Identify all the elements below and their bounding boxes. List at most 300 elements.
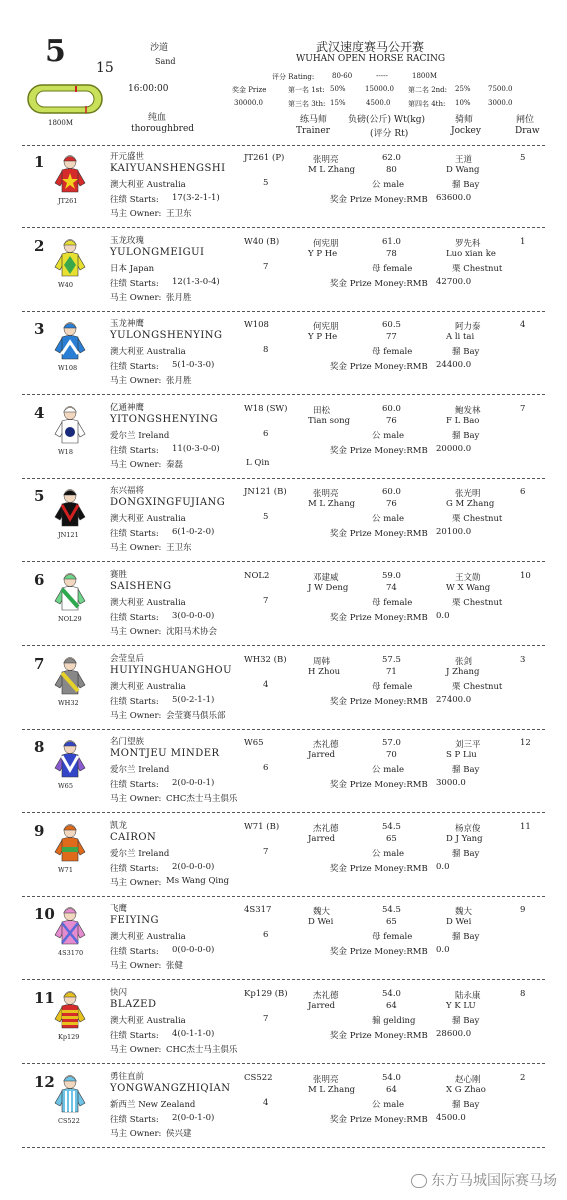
coat-color: 骝 Bay (452, 430, 480, 441)
header-divider (22, 145, 545, 146)
race-number: 5 (45, 34, 66, 69)
jockey-en: G M Zhang (446, 499, 495, 510)
starts-label: 往绩 Starts: (110, 947, 159, 958)
horse-age: 6 (263, 428, 269, 439)
rating-range: 80-60 (332, 72, 353, 80)
col-weight-en: (评分 Rt) (370, 129, 409, 139)
jockey-en: W X Wang (446, 583, 491, 593)
starts-label: 往绩 Starts: (110, 195, 159, 205)
trainer-en: M L Zhang (308, 499, 356, 510)
jockey-silks-icon (52, 153, 88, 193)
entry-divider (22, 561, 545, 562)
trainer-en: Jarred (308, 1001, 336, 1011)
horse-name-cn: 玉龙神鹰 (110, 319, 145, 330)
trainer-cn: 田松 (313, 405, 331, 416)
horse-name-en: YITONGSHENYING (110, 413, 219, 425)
fourth-label: 第四名 4th: (408, 100, 446, 108)
jockey-silks-icon (52, 487, 88, 527)
horse-name-en: YULONGMEIGUI (110, 246, 205, 258)
jockey-cn: 鲍发林 (455, 405, 481, 416)
owner-value: 侯兴建 (166, 1128, 192, 1139)
horse-origin: 爱尔兰 Ireland (110, 765, 170, 776)
jockey-en: A li tai (446, 332, 475, 343)
weight: 60.5 (382, 320, 401, 331)
owner-label: 马主 Owner: (110, 1045, 162, 1055)
entry-divider (22, 1147, 545, 1148)
draw: 3 (520, 654, 526, 665)
owner-value: 秦磊 (166, 459, 184, 470)
surface-en: Sand (155, 57, 176, 66)
horse-age: 5 (263, 512, 269, 523)
prize-label: 奖金 Prize (232, 86, 267, 94)
runner-entry (0, 816, 567, 896)
owner-value: 王卫东 (166, 543, 192, 554)
col-draw-en: Draw (515, 126, 540, 136)
silk-code: W40 (58, 280, 73, 289)
starts-label: 往绩 Starts: (110, 1114, 159, 1125)
trainer-en: H Zhou (308, 666, 341, 677)
horse-number: 6 (34, 571, 45, 589)
jockey-cn: 刘三平 (455, 740, 481, 751)
owner-label: 马主 Owner: (110, 710, 162, 721)
horse-name-en: MONTJEU MINDER (110, 748, 220, 760)
title-en: WUHAN OPEN HORSE RACING (296, 54, 446, 64)
horse-name-en: HUIYINGHUANGHOU (110, 664, 233, 676)
trainer-en: Jarred (308, 750, 336, 761)
horse-name-en: DONGXINGFUJIANG (110, 497, 226, 509)
third-amt: 4500.0 (366, 99, 391, 107)
surface-cn: 沙道 (150, 43, 169, 53)
trainer-en: Jarred (308, 833, 336, 844)
starts-value: 11(0-3-0-0) (172, 443, 220, 454)
prize-label: 奖金 Prize Money:RMB (330, 362, 428, 373)
owner-value: 张健 (166, 961, 184, 972)
horse-number: 1 (34, 153, 45, 171)
horse-age: 4 (263, 1097, 269, 1108)
silk-code: JN121 (58, 531, 79, 540)
silk-code: 4S3170 (58, 949, 84, 958)
starts-value: 3(0-0-0-0) (172, 611, 215, 621)
extra-note: L Qin (246, 457, 270, 468)
horse-origin: 爱尔兰 Ireland (110, 430, 170, 441)
horse-name-cn: 开元盛世 (110, 152, 145, 162)
weight: 54.5 (382, 905, 401, 916)
entry-divider (22, 979, 545, 980)
trainer-en: M L Zhang (308, 165, 356, 175)
jockey-en: Luo xian ke (446, 248, 496, 259)
horse-number: 7 (34, 654, 45, 673)
second-label: 第二名 2nd: (408, 86, 448, 94)
prize-value: 28600.0 (436, 1029, 472, 1039)
horse-origin: 澳大利亚 Australia (110, 932, 186, 943)
rating-label: 评分 Rating: (272, 73, 315, 81)
prize-label: 奖金 Prize Money:RMB (330, 613, 428, 623)
weight: 57.0 (382, 738, 401, 749)
horse-id: W65 (244, 738, 264, 749)
track-icon (26, 82, 104, 116)
horse-number: 12 (34, 1072, 55, 1091)
starts-value: 12(1-3-0-4) (172, 276, 220, 287)
jockey-cn: 阿力泰 (455, 322, 481, 333)
horse-name-cn: 飞鹰 (110, 904, 128, 915)
owner-label: 马主 Owner: (110, 376, 162, 387)
weight: 54.0 (382, 989, 401, 999)
starts-value: 2(0-0-0-1) (172, 778, 215, 789)
col-jockey-en: Jockey (451, 126, 481, 136)
runner-entry (0, 1067, 567, 1147)
weight: 61.0 (382, 236, 401, 247)
fourth-pct: 10% (455, 99, 471, 107)
owner-label: 马主 Owner: (110, 1128, 162, 1139)
horse-number: 2 (34, 236, 45, 255)
horse-number: 5 (34, 487, 45, 506)
coat-color: 骝 Bay (452, 765, 480, 776)
draw: 5 (520, 153, 526, 163)
owner-value: 会莹赛马俱乐部 (166, 710, 226, 721)
sex: 公 male (372, 180, 405, 190)
chat-icon (411, 1174, 427, 1188)
owner-label: 马主 Owner: (110, 961, 162, 972)
horse-age: 4 (263, 679, 269, 690)
trainer-cn: 杰礼德 (313, 740, 339, 751)
trainer-en: J W Deng (308, 583, 349, 593)
starts-label: 往绩 Starts: (110, 863, 159, 874)
runner-entry (0, 899, 567, 979)
silk-code: WH32 (58, 698, 79, 707)
horse-id: WH32 (B) (244, 654, 287, 665)
race-distance: 1800M (412, 72, 437, 80)
rating: 71 (386, 666, 397, 677)
draw: 11 (520, 821, 531, 832)
coat-color: 栗 Chestnut (452, 263, 503, 274)
coat-color: 骝 Bay (452, 848, 480, 859)
prize-value: 0.0 (436, 861, 450, 872)
horse-id: CS522 (244, 1072, 273, 1083)
runner-entry (0, 983, 567, 1063)
runner-entry (0, 314, 567, 394)
horse-age: 8 (263, 345, 269, 356)
horse-id: W18 (SW) (244, 403, 288, 414)
owner-label: 马主 Owner: (110, 877, 162, 888)
rating-dash: ----- (376, 72, 388, 80)
silk-code: W18 (58, 447, 73, 456)
sex: 母 female (372, 681, 413, 692)
jockey-cn: 张剑 (455, 656, 473, 667)
rating: 64 (386, 1001, 397, 1011)
horse-id: W40 (B) (244, 236, 280, 247)
coat-color: 栗 Chestnut (452, 514, 503, 525)
horse-id: 4S317 (244, 905, 272, 916)
prize-label: 奖金 Prize Money:RMB (330, 1114, 428, 1125)
jockey-en: Y K LU (446, 1001, 476, 1011)
draw: 2 (520, 1072, 526, 1083)
col-trainer-en: Trainer (296, 126, 330, 136)
rating: 80 (386, 165, 397, 175)
entry-divider (22, 729, 545, 730)
horse-name-cn: 东兴福将 (110, 486, 145, 497)
jockey-silks-icon (52, 1073, 88, 1113)
owner-label: 马主 Owner: (110, 627, 162, 637)
silk-code: Kp129 (58, 1033, 80, 1041)
jockey-silks-icon (52, 905, 88, 945)
prize-label: 奖金 Prize Money:RMB (330, 195, 428, 205)
prize-label: 奖金 Prize Money:RMB (330, 1031, 428, 1041)
prize-label: 奖金 Prize Money:RMB (330, 780, 428, 791)
draw: 9 (520, 905, 526, 916)
draw: 7 (520, 403, 526, 414)
horse-age: 7 (263, 846, 269, 857)
horse-origin: 澳大利亚 Australia (110, 347, 186, 358)
rating: 65 (386, 917, 397, 928)
breed-en: thoroughbred (131, 124, 195, 134)
jockey-cn: 魏大 (455, 907, 473, 918)
col-weight-cn: 负磅(公斤) Wt(kg) (348, 115, 425, 125)
entry-divider (22, 227, 545, 228)
coat-color: 骝 Bay (452, 1016, 480, 1026)
horse-origin: 澳大利亚 Australia (110, 180, 186, 190)
coat-color: 骝 Bay (452, 347, 480, 358)
prize-label: 奖金 Prize Money:RMB (330, 278, 428, 289)
jockey-silks-icon (52, 320, 88, 360)
draw: 6 (520, 487, 526, 498)
prize-value: 42700.0 (436, 276, 472, 287)
sex: 骟 gelding (372, 1016, 416, 1026)
rating: 64 (386, 1084, 397, 1095)
sex: 公 male (372, 430, 405, 441)
horse-origin: 日本 Japan (110, 263, 155, 274)
rating: 78 (386, 248, 397, 259)
silk-code: NOL29 (58, 615, 82, 623)
entry-divider (22, 478, 545, 479)
starts-value: 5(1-0-3-0) (172, 360, 215, 371)
sex: 母 female (372, 932, 413, 943)
entry-divider (22, 311, 545, 312)
runner-entry (0, 481, 567, 561)
runner-entry (0, 649, 567, 729)
horse-id: Kp129 (B) (244, 989, 288, 999)
silk-code: W65 (58, 782, 73, 791)
starts-value: 17(3-2-1-1) (172, 193, 220, 203)
trainer-cn: 周韩 (313, 656, 331, 667)
starts-label: 往绩 Starts: (110, 445, 159, 456)
starts-label: 往绩 Starts: (110, 613, 159, 623)
second-pct: 25% (455, 85, 471, 93)
starts-value: 4(0-1-1-0) (172, 1029, 215, 1039)
prize-value: 4500.0 (436, 1112, 466, 1123)
horse-name-en: CAIRON (110, 831, 157, 843)
horse-age: 7 (263, 596, 269, 606)
trainer-cn: 杰礼德 (313, 991, 339, 1001)
rating: 76 (386, 415, 397, 426)
weight: 57.5 (382, 654, 401, 665)
first-amt: 15000.0 (365, 85, 394, 93)
prize-value: 63600.0 (436, 193, 472, 203)
draw: 8 (520, 989, 526, 999)
horse-age: 6 (263, 763, 269, 774)
silk-code: JT261 (58, 197, 78, 205)
silk-code: W108 (58, 364, 78, 373)
owner-label: 马主 Owner: (110, 543, 162, 554)
coat-color: 栗 Chestnut (452, 598, 503, 608)
horse-name-cn: 凯龙 (110, 820, 128, 831)
trainer-en: Tian song (308, 415, 351, 426)
trainer-cn: 何宪朋 (313, 238, 339, 249)
jockey-en: D Wang (446, 165, 480, 175)
starts-label: 往绩 Starts: (110, 278, 159, 289)
owner-value: Ms Wang Qing (166, 875, 230, 886)
starts-label: 往绩 Starts: (110, 362, 159, 373)
entry-divider (22, 896, 545, 897)
sex: 公 male (372, 848, 405, 859)
horse-origin: 澳大利亚 Australia (110, 598, 186, 608)
horse-age: 6 (263, 930, 269, 941)
prize-label: 奖金 Prize Money:RMB (330, 947, 428, 958)
horse-name-cn: 玉龙玫瑰 (110, 235, 145, 246)
weight: 54.0 (382, 1072, 401, 1083)
owner-label: 马主 Owner: (110, 292, 162, 303)
watermark (411, 1170, 557, 1190)
entry-divider (22, 645, 545, 646)
draw: 1 (520, 236, 526, 247)
trainer-en: D Wei (308, 917, 334, 928)
starts-label: 往绩 Starts: (110, 696, 159, 707)
coat-color: 骝 Bay (452, 1099, 480, 1110)
col-draw-cn: 闸位 (516, 115, 535, 125)
horse-origin: 澳大利亚 Australia (110, 681, 186, 692)
watermark-text: 东方马城国际赛马场 (431, 1173, 557, 1189)
prize-label: 奖金 Prize Money:RMB (330, 445, 428, 456)
prize-value: 20100.0 (436, 527, 472, 538)
trainer-cn: 张明亮 (313, 489, 339, 500)
jockey-silks-icon (52, 655, 88, 695)
horse-name-cn: 亿通神鹰 (110, 402, 145, 413)
trainer-cn: 张明亮 (313, 155, 339, 165)
jockey-cn: 陆永康 (455, 991, 481, 1001)
jockey-cn: 杨京俊 (455, 823, 481, 834)
col-trainer-cn: 练马师 (300, 115, 328, 125)
weight: 59.0 (382, 571, 401, 581)
trainer-en: Y P He (308, 332, 338, 343)
horse-name-en: BLAZED (110, 999, 157, 1010)
owner-label: 马主 Owner: (110, 209, 162, 219)
entry-divider (22, 812, 545, 813)
weight: 62.0 (382, 153, 401, 163)
prize-label: 奖金 Prize Money:RMB (330, 696, 428, 707)
rating: 65 (386, 833, 397, 844)
trainer-cn: 何宪朋 (313, 322, 339, 333)
prize-value: 24400.0 (436, 360, 472, 371)
entry-divider (22, 394, 545, 395)
prize-value: 3000.0 (436, 778, 466, 789)
third-label: 第三名 3th: (288, 100, 326, 108)
jockey-en: X G Zhao (446, 1084, 486, 1095)
first-label: 第一名 1st: (288, 86, 325, 94)
silk-code: CS522 (58, 1116, 80, 1125)
rating: 74 (386, 583, 397, 593)
starts-value: 5(0-2-1-1) (172, 694, 215, 705)
owner-value: CHC杰士马主俱乐 (166, 1045, 238, 1055)
sex: 公 male (372, 514, 405, 525)
silk-code: W71 (58, 865, 73, 874)
starts-value: 2(0-0-1-0) (172, 1112, 215, 1123)
horse-origin: 澳大利亚 Australia (110, 514, 186, 525)
horse-age: 5 (263, 178, 269, 188)
owner-value: CHC杰士马主俱乐 (166, 794, 238, 805)
sex: 公 male (372, 765, 405, 776)
jockey-silks-icon (52, 571, 88, 611)
jockey-cn: 罗先科 (455, 238, 481, 249)
jockey-cn: 王道 (455, 155, 473, 165)
sex: 公 male (372, 1099, 405, 1110)
jockey-cn: 赵心刚 (455, 1074, 481, 1085)
jockey-en: S P Liu (446, 750, 477, 761)
track-distance: 1800M (48, 119, 73, 127)
horse-name-cn: 会莹皇后 (110, 653, 145, 664)
draw: 10 (520, 571, 531, 581)
title-cn: 武汉速度赛马公开赛 (316, 40, 425, 54)
owner-value: 张月胜 (166, 376, 192, 387)
second-amt: 7500.0 (488, 85, 513, 93)
race-header (0, 0, 567, 145)
breed-cn: 纯血 (148, 113, 167, 123)
horse-name-cn: 勇往直前 (110, 1071, 145, 1082)
coat-color: 栗 Chestnut (452, 681, 503, 692)
horse-name-en: SAISHENG (110, 581, 172, 592)
weight: 60.0 (382, 487, 401, 498)
horse-id: JN121 (B) (244, 487, 287, 498)
horse-number: 11 (34, 989, 55, 1007)
owner-label: 马主 Owner: (110, 794, 162, 805)
weight: 54.5 (382, 821, 401, 832)
jockey-cn: 王文勋 (455, 573, 481, 583)
sex: 母 female (372, 263, 413, 274)
prize-label: 奖金 Prize Money:RMB (330, 529, 428, 540)
jockey-en: D Wei (446, 917, 472, 928)
first-pct: 50% (330, 85, 346, 93)
draw: 4 (520, 320, 526, 331)
horse-number: 10 (34, 905, 55, 924)
horse-number: 4 (34, 403, 45, 422)
third-pct: 15% (330, 99, 346, 107)
prize-value: 20000.0 (436, 443, 472, 454)
horse-number: 8 (34, 738, 45, 757)
col-jockey-cn: 骑师 (455, 115, 474, 125)
horse-number: 9 (34, 821, 45, 840)
sex: 母 female (372, 598, 413, 608)
runner-entry (0, 565, 567, 645)
starts-value: 6(1-0-2-0) (172, 527, 215, 538)
horse-origin: 新西兰 New Zealand (110, 1099, 196, 1110)
trainer-cn: 魏大 (313, 907, 331, 918)
horse-name-cn: 名门望族 (110, 737, 145, 748)
jockey-silks-icon (52, 822, 88, 862)
jockey-cn: 张光明 (455, 489, 481, 500)
starts-value: 2(0-0-0-0) (172, 861, 215, 872)
owner-value: 沈阳马术协会 (166, 627, 218, 637)
rating: 76 (386, 499, 397, 510)
runner-entry (0, 147, 567, 227)
horse-name-en: YONGWANGZHIQIAN (110, 1082, 231, 1094)
prize-value: 0.0 (436, 945, 450, 956)
trainer-en: Y P He (308, 248, 338, 259)
horse-age: 7 (263, 261, 269, 272)
rating: 70 (386, 750, 397, 761)
trainer-cn: 杰礼德 (313, 823, 339, 834)
horse-name-en: FEIYING (110, 915, 159, 927)
starts-label: 往绩 Starts: (110, 1031, 159, 1041)
horse-name-en: YULONGSHENYING (110, 330, 223, 342)
starts-label: 往绩 Starts: (110, 780, 159, 791)
